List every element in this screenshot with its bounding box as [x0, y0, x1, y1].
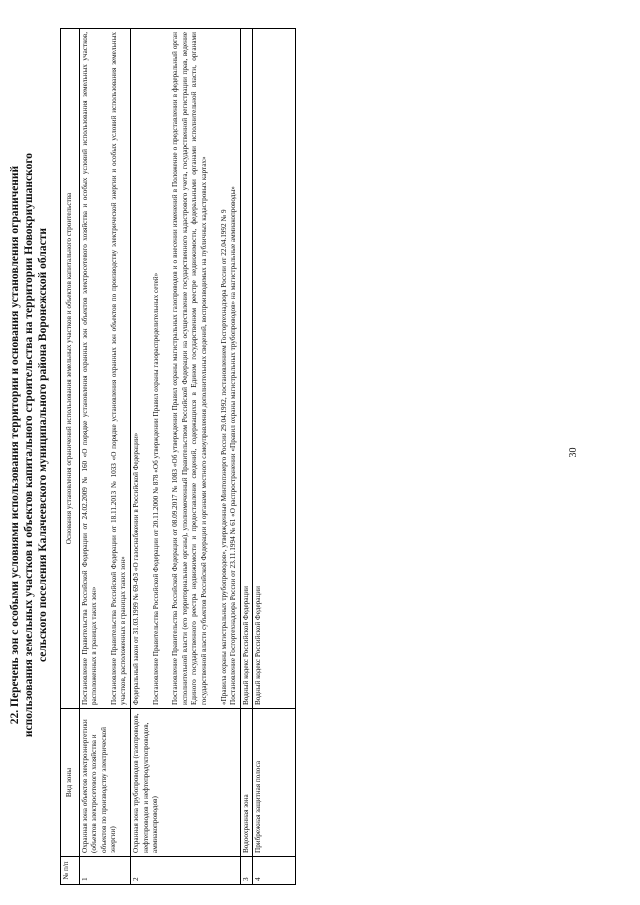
table-header-row — [61, 29, 80, 885]
title-line: 22. Перечень зон с особыми условиями использования территории и основания установления ограничений — [9, 165, 21, 725]
title-line: использования земельных участков и объектов капитального строительства на территории Новокриушанского — [23, 152, 35, 738]
page-number: 30 — [568, 447, 579, 458]
basis-item: «Правила охраны магистральных трубопроводов», утвержденные Минтопэнерго России 29.04.1992, постановлением Госгортехнадзора России от 22.04.1992 № 9 — [219, 209, 228, 705]
row-num: 2 — [130, 857, 240, 885]
table-row — [79, 29, 130, 885]
row-num: 4 — [253, 857, 296, 885]
title-line: сельского поселения Калачеевского муниципального района Воронежской области — [37, 228, 49, 662]
row-num: 3 — [240, 857, 253, 885]
row-num: 1 — [79, 857, 130, 885]
header-basis: Основания установления ограничений использования земельных участков и объектов капитального строительства — [61, 29, 80, 709]
row-zone: Водоохранная зона — [240, 709, 253, 857]
basis-item: Постановление Правительства Российской Федерации от 08.09.2017 № 1083 «Об утверждении Правил охраны магистральных газопроводов и о внесении изменений в Положение о представлении в федеральный орган исполнительной власти (его территориальные органы), уполномоченный Правительством Российской Федерации на осуществление государственного кадастрового учета, государственной регистрации прав, ведение Единого государственного реестра недвижимости и предоставление сведений, содержащихся в Едином государственном реестре недвижимости, федеральными органами исполнительной власти, органами государственной власти субъектов Российской Федерации и органами местного самоуправления дополнительных сведений, воспроизводимых на публичных кадастровых картах» — [171, 32, 208, 705]
basis-item: Постановление Правительства Российской Федерации от 18.11.2013 № 1033 «О порядке установления охранных зон объектов по производству электрической энергии и особых условий использования земельных участков, расположенных в границах таких зон» — [109, 32, 128, 705]
table-row — [253, 29, 296, 885]
basis-item: Постановление Правительства Российской Федерации от 24.02.2009 № 160 «О порядке установления охранных зон объектов электросетевого хозяйства и особых условий использования земельных участков, расположенных в границах таких зон» — [80, 32, 99, 705]
zones-table — [60, 28, 296, 885]
row-basis — [130, 29, 240, 709]
header-num: № п/п — [61, 857, 80, 885]
basis-item: Водный кодекс Российской Федерации — [254, 586, 263, 705]
basis-item: Водный кодекс Российской Федерации — [241, 586, 250, 705]
header-zone: Вид зоны — [61, 709, 80, 857]
row-basis — [253, 29, 296, 709]
basis-item: Постановление Правительства Российской Федерации от 20.11.2000 № 878 «Об утверждении Правил охраны газораспределительных сетей» — [151, 272, 160, 705]
row-basis — [79, 29, 130, 709]
basis-item: Федеральный закон от 31.03.1999 № 69-ФЗ «О газоснабжении в Российской Федерации» — [131, 432, 140, 705]
table-row — [240, 29, 253, 885]
row-zone: Охранная зона объектов электроэнергетики (объектов электросетевого хозяйства и объектов по производству электрической энергии) — [79, 709, 130, 857]
row-zone: Прибрежная защитная полоса — [253, 709, 296, 857]
table-row — [130, 29, 240, 885]
row-basis — [240, 29, 253, 709]
page-title — [8, 45, 50, 845]
row-zone: Охранная зона трубопроводов (газопроводов, нефтепроводов и нефтепродуктопроводов, аммиакопроводов) — [130, 709, 240, 857]
basis-item: Постановление Госгортехнадзора России от 23.11.1994 № 61 «О распространении «Правил охраны магистральных трубопроводов» на магистральные аммиакопроводы» — [229, 186, 238, 705]
